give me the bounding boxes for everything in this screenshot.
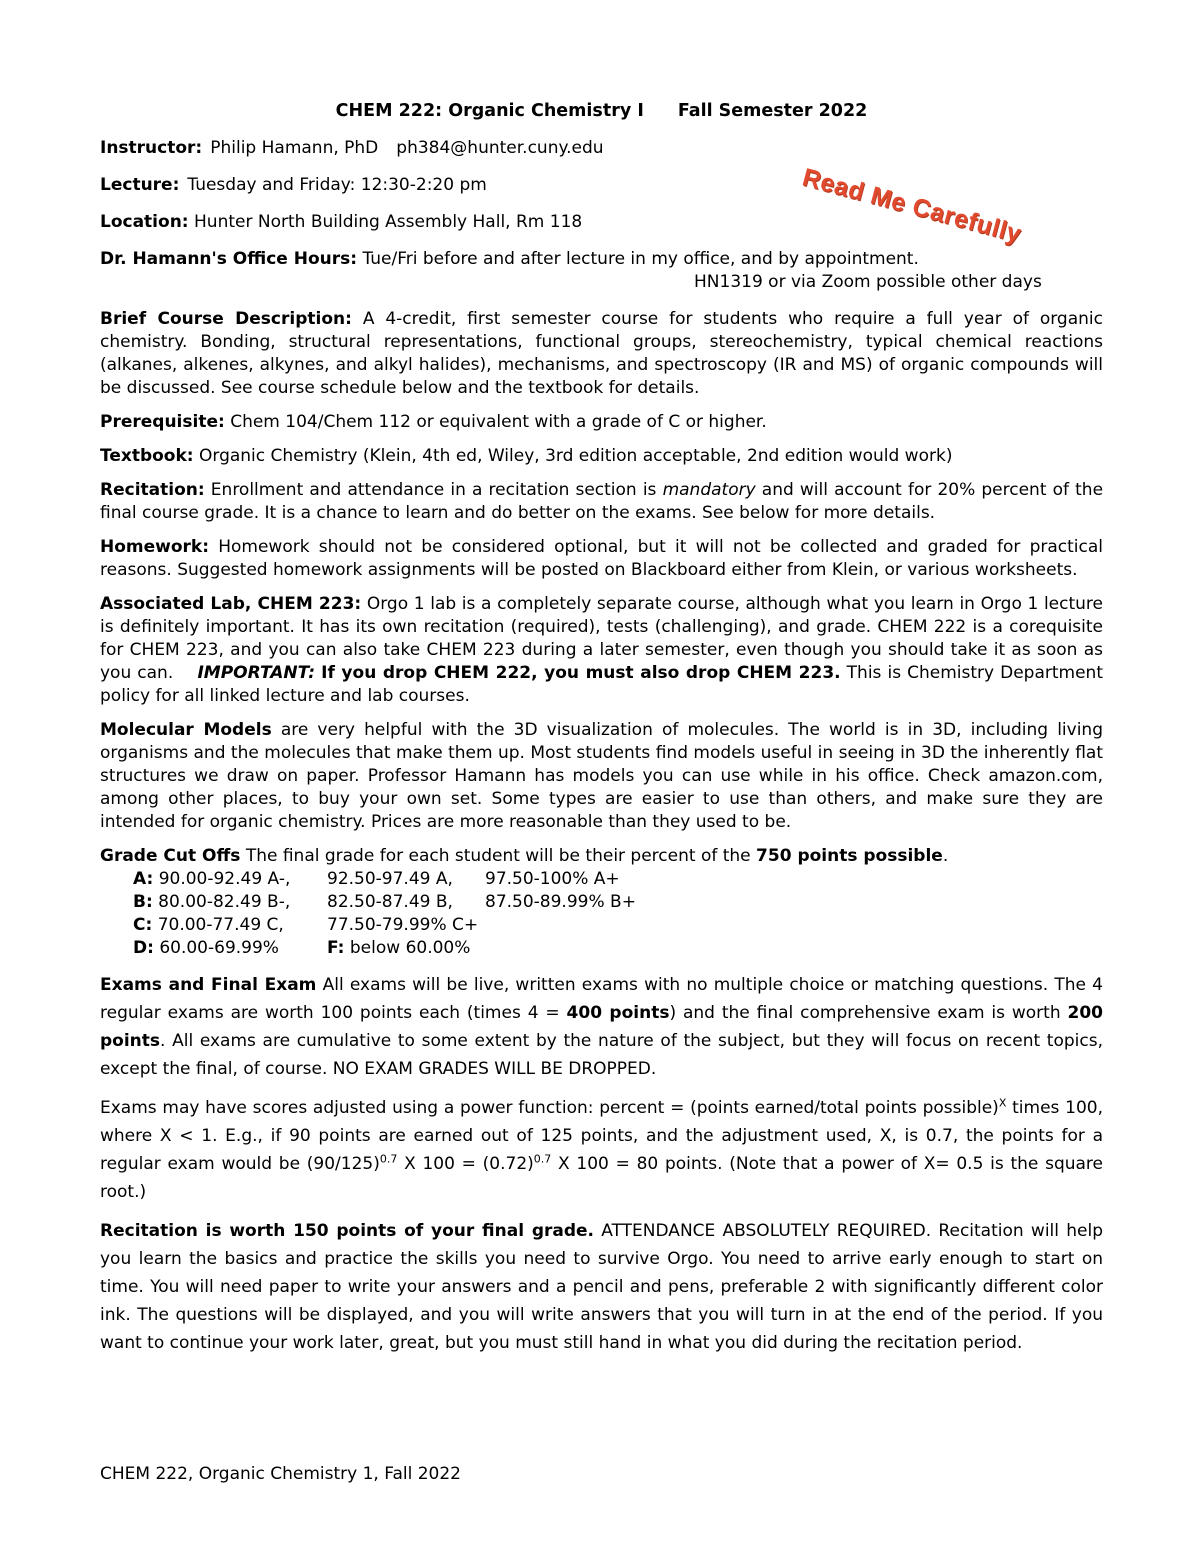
syllabus-page xyxy=(100,100,1103,1368)
grade-range: 60.00-69.99% xyxy=(159,938,279,958)
instructor-label: Instructor: xyxy=(100,138,203,158)
semester: Fall Semester 2022 xyxy=(677,101,868,121)
power-sup1: 0.7 xyxy=(379,1152,398,1166)
lab-bold: If you drop CHEM 222, you must also drop CHEM 223. xyxy=(321,663,841,683)
lab-text2: This is Chemistry Department policy for all linked lecture and lab courses. xyxy=(100,663,1103,706)
read-me-stamp: Read Me Carefully xyxy=(799,163,1025,249)
grade-cutoffs xyxy=(100,845,1103,868)
recitation-worth-bold: Recitation is worth 150 points of your final grade. xyxy=(100,1221,595,1241)
recitation-text1: Enrollment and attendance in a recitation section is xyxy=(210,480,657,500)
textbook-text: Organic Chemistry (Klein, 4th ed, Wiley, 3rd edition acceptable, 2nd edition would work) xyxy=(199,446,953,466)
models-text: are very helpful with the 3D visualization of molecules. The world is in 3D, including living organisms and the molecules that make them up. Most students find models useful in seeing in 3D the inherently flat structures we draw on paper. Professor Hamann has models you can use while in his office. Check amazon.com, among other places, to buy your own set. Some types are easier to use than others, and make sure they are intended for organic chemistry. Prices are more reasonable than they used to be. xyxy=(100,720,1103,832)
prerequisite xyxy=(100,411,1103,434)
lecture-line xyxy=(100,174,1103,197)
models-label: Molecular Models xyxy=(100,720,272,740)
grade-letter: D: xyxy=(133,938,154,958)
page-title xyxy=(100,100,1103,123)
exams-t3: . All exams are cumulative to some extent by the nature of the subject, but they will focus on recent topics, except the final, of course. NO EXAM GRADES WILL BE DROPPED. xyxy=(100,1031,1103,1079)
grade-row xyxy=(133,937,1103,960)
lab-text1: Orgo 1 lab is a completely separate course, although what you learn in Orgo 1 lecture is definitely important. It has its own recitation (required), tests (challenging), and grade. CHEM 222 is a corequisite for CHEM 223, and you can also take CHEM 223 during a later semester, even though you should take it as soon as you can. xyxy=(100,594,1104,683)
exams xyxy=(100,971,1103,1083)
prerequisite-text: Chem 104/Chem 112 or equivalent with a grade of C or higher. xyxy=(230,412,767,432)
exams-t2: ) and the final comprehensive exam is worth xyxy=(669,1003,1061,1023)
grade-range: 97.50-100% A+ xyxy=(485,869,620,889)
grade-row xyxy=(133,914,1103,937)
grade-letter: F: xyxy=(327,938,345,958)
grade-range: 80.00-82.49 B-, xyxy=(158,892,291,912)
location-label: Location: xyxy=(100,212,189,232)
grade-letter: C: xyxy=(133,915,153,935)
instructor-email[interactable]: ph384@hunter.cuny.edu xyxy=(396,138,604,158)
lecture-value: Tuesday and Friday: 12:30-2:20 pm xyxy=(187,175,487,195)
office-hours-label: Dr. Hamann's Office Hours: xyxy=(100,249,358,269)
exams-t1: All exams will be live, written exams with no multiple choice or matching questions. The 4 regular exams are worth 100 points each (times 4 = xyxy=(100,975,1103,1023)
grade-range: 90.00-92.49 A-, xyxy=(158,869,291,889)
description-label: Brief Course Description: xyxy=(100,309,352,329)
lecture-label: Lecture: xyxy=(100,175,180,195)
grade-row xyxy=(133,868,1103,891)
grade-range: 77.50-79.99% C+ xyxy=(327,915,479,935)
recitation-worth-text: ATTENDANCE ABSOLUTELY REQUIRED. Recitation will help you learn the basics and practice the skills you need to survive Orgo. You need to arrive early enough to start on time. You will need paper to write your answers and a pencil and pens, preferable 2 with significantly different color ink. The questions will be displayed, and you will write answers that you will turn in at the end of the period. If you want to continue your work later, great, but you must still hand in what you did during the recitation period. xyxy=(100,1221,1103,1353)
homework-text: Homework should not be considered optional, but it will not be collected and graded for practical reasons. Suggested homework assignments will be posted on Blackboard either from Klein, or various worksheets. xyxy=(100,537,1103,580)
recitation-text2: and will account for 20% percent of the final course grade. It is a chance to learn and do better on the exams. See below for more details. xyxy=(100,480,1104,523)
molecular-models xyxy=(100,719,1103,834)
associated-lab xyxy=(100,593,1103,708)
power-t3: X 100 = (0.72) xyxy=(404,1154,534,1174)
course-title: CHEM 222: Organic Chemistry I xyxy=(335,101,644,121)
grades-text: The final grade for each student will be their percent of the xyxy=(245,846,751,866)
lab-label: Associated Lab, CHEM 223: xyxy=(100,594,362,614)
recitation-label: Recitation: xyxy=(100,480,205,500)
power-sup2: 0.7 xyxy=(533,1152,552,1166)
office-hours-line2: HN1319 or via Zoom possible other days xyxy=(694,272,1042,292)
description-text: A 4-credit, first semester course for students who require a full year of organic chemistry. Bonding, structural representations, functional groups, stereochemistry, typical chemical reactions (alkanes, alkenes, alkynes, and alkyl halides), mechanisms, and spectroscopy (IR and MS) of organic compounds will be discussed. See course schedule below and the textbook for details. xyxy=(100,309,1103,398)
grade-letter: A: xyxy=(133,869,154,889)
grade-range: 87.50-89.99% B+ xyxy=(485,892,636,912)
power-sup-x: X xyxy=(998,1096,1007,1110)
homework-label: Homework: xyxy=(100,537,210,557)
exams-b2: 200 points xyxy=(100,1003,1103,1051)
power-t2: times 100, where X < 1. E.g., if 90 points are earned out of 125 points, and the adjustment used, X, is 0.7, the points for a regular exam would be (90/125) xyxy=(100,1098,1103,1174)
recitation xyxy=(100,479,1103,525)
course-description xyxy=(100,308,1103,400)
power-t4: X 100 = 80 points. (Note that a power of X= 0.5 is the square root.) xyxy=(100,1154,1104,1202)
textbook-label: Textbook: xyxy=(100,446,194,466)
textbook xyxy=(100,445,1103,468)
grade-range: 92.50-97.49 A, xyxy=(327,869,453,889)
instructor-line xyxy=(100,137,1103,160)
prerequisite-label: Prerequisite: xyxy=(100,412,225,432)
grade-range: 70.00-77.49 C, xyxy=(157,915,284,935)
grades-end: . xyxy=(942,846,949,866)
grades-label: Grade Cut Offs xyxy=(100,846,241,866)
page-footer: CHEM 222, Organic Chemistry 1, Fall 2022 xyxy=(100,1464,461,1484)
recitation-worth xyxy=(100,1217,1103,1357)
office-hours-value: Tue/Fri before and after lecture in my office, and by appointment. xyxy=(362,249,919,269)
exams-label: Exams and Final Exam xyxy=(100,975,317,995)
grade-row xyxy=(133,891,1103,914)
instructor-name: Philip Hamann, PhD xyxy=(210,138,379,158)
homework xyxy=(100,536,1103,582)
location-value: Hunter North Building Assembly Hall, Rm 118 xyxy=(194,212,583,232)
office-hours-line xyxy=(100,248,1103,271)
location-line xyxy=(100,211,1103,234)
grades-points: 750 points possible xyxy=(756,846,943,866)
power-t1: Exams may have scores adjusted using a power function: percent = (points earned/total points possible) xyxy=(100,1098,999,1118)
grade-table xyxy=(133,868,1103,960)
recitation-emph: mandatory xyxy=(662,480,756,500)
grade-range: 82.50-87.49 B, xyxy=(327,892,453,912)
grade-letter: B: xyxy=(133,892,153,912)
exams-b1: 400 points xyxy=(566,1003,670,1023)
grade-range: below 60.00% xyxy=(349,938,471,958)
power-function xyxy=(100,1094,1103,1206)
lab-important: IMPORTANT: xyxy=(197,663,316,683)
